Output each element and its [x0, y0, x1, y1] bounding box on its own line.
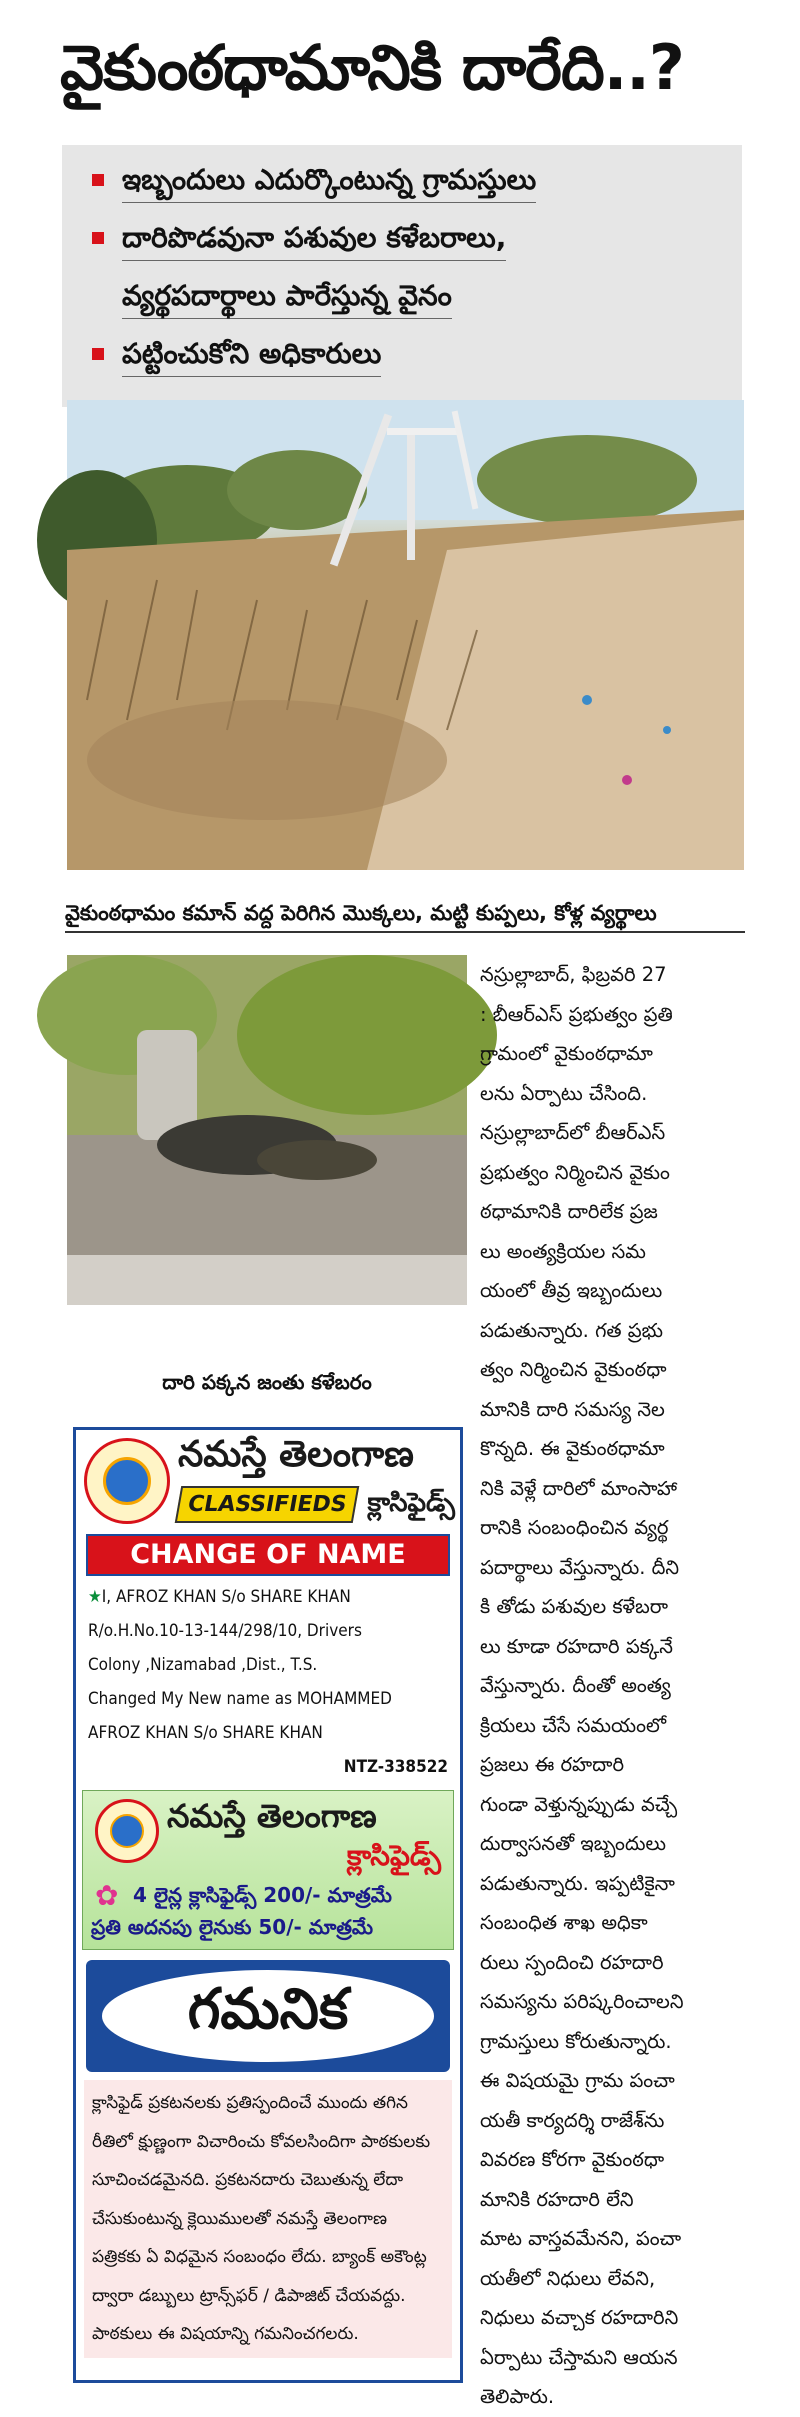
notice-heading-banner: [86, 1960, 450, 2072]
body-line: దుర్వాసనతో ఇబ్బందులు: [480, 1832, 667, 1855]
photo-animal-carcass-drawing: [67, 955, 467, 1305]
notice-line: క్లాసిఫైడ్ ప్రకటనలకు ప్రతిస్పందించే ముందు తగిన: [92, 2093, 408, 2113]
flower-icon: ✿: [95, 1879, 119, 1912]
photo1-caption: వైకుంఠధామం కమాన్ వద్ద పెరిగిన మొక్కలు, మట్టి కుప్పలు, కోళ్ల వ్యర్థాలు: [65, 893, 745, 933]
classifieds-header: [76, 1430, 460, 1530]
body-line: మానికి దారి సమస్య నెల: [480, 1397, 665, 1421]
notice-title: గమనిక: [102, 1970, 434, 2062]
bullet-square-icon: [92, 174, 104, 186]
notice-line: సూచించడమైనది. ప్రకటనదారు చెబుతున్న లేదా: [92, 2170, 404, 2190]
ad-line: Changed My New name as MOHAMMED: [88, 1689, 392, 1709]
globe-icon: [110, 1814, 144, 1848]
body-line: నస్రుల్లాబాద్, ఫిబ్రవరి 27: [480, 963, 667, 986]
notice-line: పత్రికకు ఏ విధమైన సంబంధం లేదు. బ్యాంక్ అకౌంట్ల: [92, 2247, 427, 2267]
body-line: త్వం నిర్మించిన వైకుంఠధా: [480, 1358, 667, 1381]
rate-brand: నమస్తే తెలంగాణ: [167, 1797, 377, 1835]
classifieds-seal-logo: [84, 1438, 170, 1524]
body-line: యతీలో నిధులు లేవని,: [480, 2266, 656, 2290]
notice-line: చేసుకుంటున్న క్లెయిములతో నమస్తే తెలంగాణ: [92, 2208, 388, 2229]
body-line: గ్రామస్తులు కోరుతున్నారు.: [480, 2029, 672, 2053]
classifieds-brand: నమస్తే తెలంగాణ: [178, 1434, 414, 1475]
article-body: [480, 955, 762, 2408]
classifieds-seal-logo-small: [95, 1799, 159, 1863]
subhead-2-continued: వ్యర్థపదార్థాలు పారేస్తున్న వైనం: [92, 267, 728, 325]
photo2-caption: దారి పక్కన జంతు కళేబరం: [162, 1370, 372, 1394]
body-line: మానికి రహదారి లేని: [480, 2187, 634, 2211]
body-line: తెలిపారు.: [480, 2385, 555, 2408]
subhead-2: దారిపొడవునా పశువుల కళేబరాలు,: [92, 209, 728, 267]
body-line: పడుతున్నారు. ఇప్పటికైనా: [480, 1871, 675, 1895]
rate-line-base: 4 లైన్ల క్లాసిఫైడ్స్ 200/- మాత్రమే: [133, 1883, 392, 1907]
body-line: ప్రజలు ఈ రహదారి: [480, 1753, 625, 1776]
body-line: లను ఏర్పాటు చేసింది.: [480, 1081, 648, 1105]
body-line: లు అంత్యక్రియల సమ: [480, 1239, 646, 1263]
rate-line-extra: ప్రతి అదనపు లైనుకు 50/- మాత్రమే: [91, 1915, 374, 1939]
body-line: గుండా వెళ్తున్నప్పుడు వచ్చే: [480, 1792, 678, 1816]
subheads-box: [62, 145, 742, 407]
notice-line: ద్వారా డబ్బులు ట్రాన్స్‌ఫర్ / డిపాజిట్ చేయవద్దు.: [92, 2285, 406, 2306]
ad-code: NTZ-338522: [343, 1757, 448, 1777]
classifieds-tag-english: CLASSIFIEDS: [175, 1486, 360, 1523]
body-line: రానికి సంబంధించిన వ్యర్థ: [480, 1516, 669, 1539]
subhead-3: పట్టించుకోని అధికారులు: [92, 325, 728, 383]
body-line: రులు స్పందించి రహదారి: [480, 1950, 664, 1974]
classifieds-tag: [178, 1486, 455, 1524]
photo-crematorium-arch-drawing: [67, 400, 744, 870]
ad-line: ★I, AFROZ KHAN S/o SHARE KHAN: [88, 1587, 351, 1607]
body-line: నిధులు వచ్చాక రహదారిని: [480, 2306, 679, 2329]
star-icon: ★: [88, 1587, 102, 1607]
body-line: నికి వెళ్లే దారిలో మాంసాహా: [480, 1476, 678, 1500]
ad-line: AFROZ KHAN S/o SHARE KHAN: [88, 1723, 323, 1743]
classifieds-tag-telugu: క్లాసిఫైడ్స్: [367, 1488, 455, 1518]
headline: వైకుంఠధామానికి దారేది..?: [60, 31, 684, 104]
body-line: కొన్నది. ఈ వైకుంఠధామా: [480, 1437, 665, 1460]
bullet-square-icon: [92, 348, 104, 360]
change-of-name-ad: [76, 1576, 460, 1784]
body-line: లు కూడా రహదారి పక్కనే: [480, 1634, 673, 1658]
body-line: ఈ విషయమై గ్రామ పంచా: [480, 2069, 675, 2092]
body-line: మాట వాస్తవమేనని, పంచా: [480, 2227, 682, 2250]
globe-icon: [103, 1457, 151, 1505]
body-line: నస్రుల్లాబాద్‌లో బీఆర్ఎస్: [480, 1121, 666, 1144]
change-of-name-banner: CHANGE OF NAME: [86, 1534, 450, 1576]
photo-animal-carcass: [67, 955, 467, 1305]
notice-line: రీతిలో క్షుణ్ణంగా విచారించు కోవలసిందిగా పాఠకులకు: [92, 2131, 431, 2152]
photo-crematorium-arch: [67, 400, 744, 870]
classifieds-rate-banner: [82, 1790, 454, 1950]
body-line: గ్రామంలో వైకుంఠధామా: [480, 1042, 653, 1065]
body-line: సమస్యను పరిష్కరించాలని: [480, 1990, 684, 2013]
body-line: ఠధామానికి దారిలేక ప్రజ: [480, 1200, 658, 1223]
rate-brand-classifieds: క్లాసిఫైడ్స్: [346, 1839, 441, 1872]
body-line: వివరణ కోరగా వైకుంఠధా: [480, 2148, 665, 2171]
body-line: : బీఆర్ఎస్ ప్రభుత్వం ప్రతి: [480, 1002, 673, 1026]
body-line: కి తోడు పశువుల కళేబరా: [480, 1595, 668, 1618]
body-line: పదార్థాలు వేస్తున్నారు. దీని: [480, 1555, 680, 1579]
body-line: సంబంధిత శాఖ అధికా: [480, 1911, 648, 1934]
body-line: యతీ కార్యదర్శి రాజేశ్‌ను: [480, 2108, 665, 2132]
body-line: ఏర్పాటు చేస్తామని ఆయన: [480, 2345, 678, 2369]
body-line: ప్రభుత్వం నిర్మించిన వైకుం: [480, 1160, 670, 1184]
notice-body: [84, 2080, 452, 2358]
subhead-1: ఇబ్బందులు ఎదుర్కొంటున్న గ్రామస్తులు: [92, 151, 728, 209]
notice-line: పాఠకులు ఈ విషయాన్ని గమనించగలరు.: [92, 2324, 359, 2344]
body-line: పడుతున్నారు. గత ప్రభు: [480, 1318, 664, 1342]
classifieds-box: [73, 1427, 463, 2383]
body-line: యంలో తీవ్ర ఇబ్బందులు: [480, 1279, 663, 1302]
body-line: క్రియలు చేసే సమయంలో: [480, 1713, 667, 1737]
body-line: వేస్తున్నారు. దీంతో అంత్య: [480, 1674, 671, 1697]
ad-line: R/o.H.No.10-13-144/298/10, Drivers: [88, 1621, 362, 1641]
bullet-square-icon: [92, 232, 104, 244]
ad-line: Colony ,Nizamabad ,Dist., T.S.: [88, 1655, 318, 1675]
